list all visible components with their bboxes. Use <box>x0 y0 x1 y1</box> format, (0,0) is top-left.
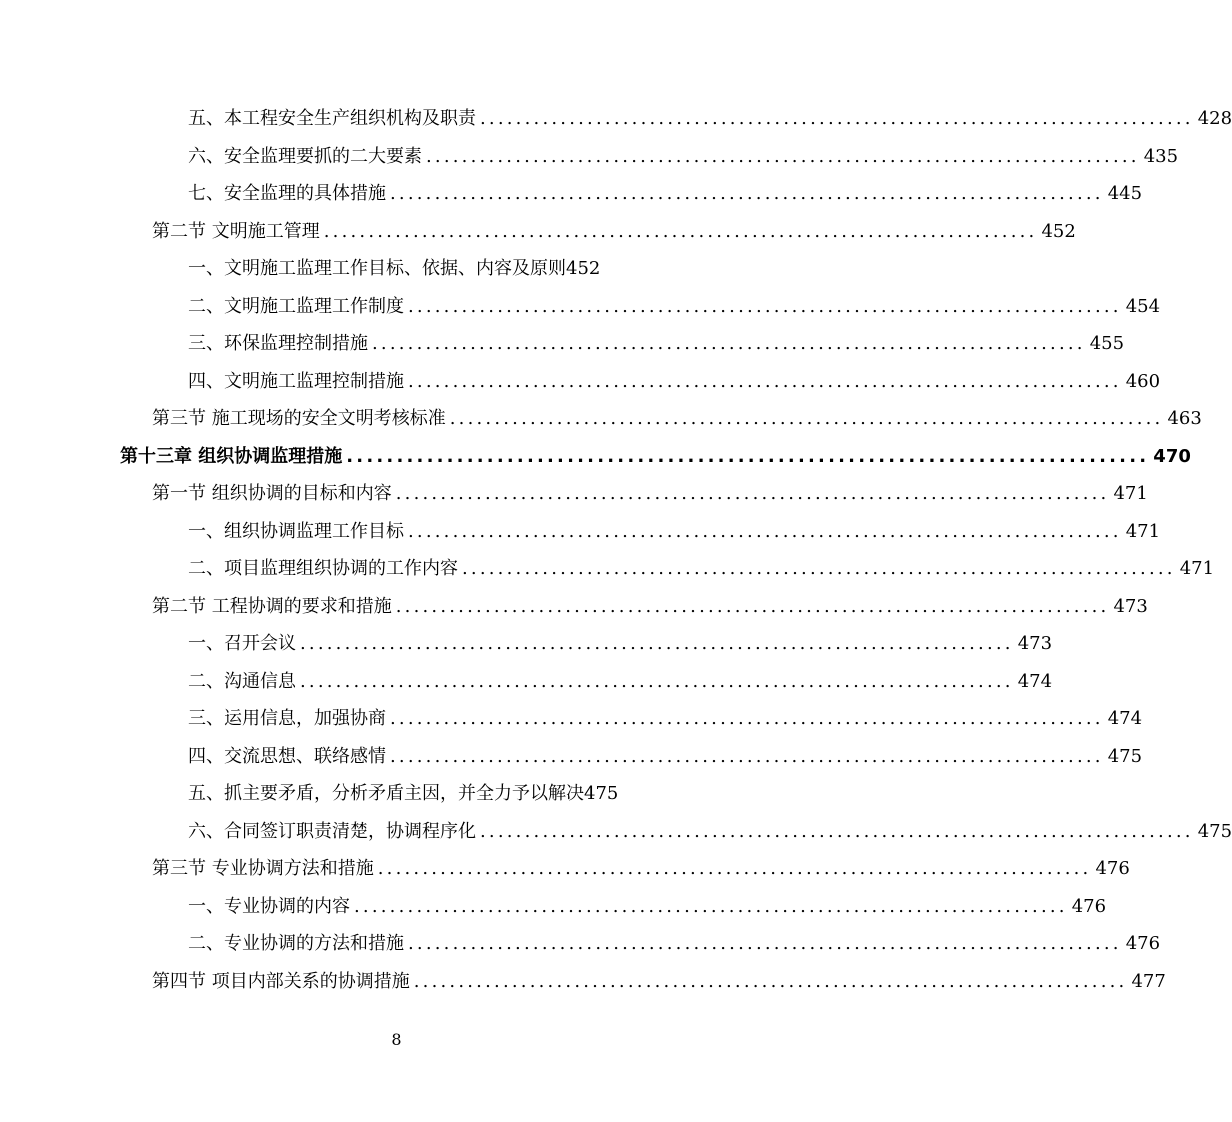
toc-dot-leader: ................................................................................ <box>323 220 1038 242</box>
toc-entry-page: 463 <box>1167 408 1202 429</box>
toc-section-entry[interactable] <box>152 963 1166 1000</box>
toc-entry-label: 六、合同签订职责清楚，协调程序化 <box>188 820 476 842</box>
toc-section-entry[interactable] <box>152 475 1148 512</box>
toc-item-entry[interactable] <box>188 363 1161 400</box>
toc-entry-page: 471 <box>1113 483 1148 504</box>
toc-dot-leader: ................................................................................ <box>395 483 1110 504</box>
toc-entry-label: 五、本工程安全生产组织机构及职责 <box>188 108 476 129</box>
toc-entry-label: 第二节 文明施工管理 <box>152 220 320 242</box>
toc-entry-label: 四、文明施工监理控制措施 <box>188 370 404 392</box>
toc-section-entry[interactable] <box>152 400 1202 437</box>
toc-section-entry[interactable] <box>152 213 1076 250</box>
toc-dot-leader: ................................................................................ <box>408 520 1122 542</box>
toc-dot-leader: ................................................................................ <box>377 858 1092 879</box>
toc-entry-label: 一、专业协调的内容 <box>188 895 350 917</box>
toc-entry-label: 一、组织协调监理工作目标 <box>188 520 404 542</box>
toc-item-entry[interactable] <box>188 888 1107 925</box>
toc-entry-label: 六、安全监理要抓的二大要素 <box>188 145 422 167</box>
toc-entry-label: 第二节 工程协调的要求和措施 <box>152 595 392 617</box>
toc-entry-page: 476 <box>1095 858 1130 879</box>
toc-entry-page: 445 <box>1107 183 1143 204</box>
toc-dot-leader: ................................................................................ <box>395 595 1110 617</box>
toc-entry-page: 454 <box>1125 295 1161 317</box>
toc-item-entry[interactable] <box>188 813 1232 850</box>
toc-entry-label: 四、交流思想、联络感情 <box>188 745 386 767</box>
toc-entry-label: 七、安全监理的具体措施 <box>188 183 386 204</box>
toc-entry-label: 第一节 组织协调的目标和内容 <box>152 483 392 504</box>
toc-dot-leader: ................................................................................ <box>346 445 1150 467</box>
toc-entry-page: 452 <box>566 258 601 279</box>
toc-entry-label: 第十三章 组织协调监理措施 <box>120 445 343 467</box>
toc-item-entry[interactable] <box>188 775 685 812</box>
toc-entry-page: 476 <box>1071 895 1107 917</box>
toc-entry-page: 470 <box>1153 445 1191 467</box>
toc-dot-leader: ................................................................................ <box>390 708 1104 729</box>
toc-dot-leader: ................................................................................ <box>300 633 1014 654</box>
toc-item-entry[interactable] <box>188 325 1125 362</box>
toc-entry-label: 第四节 项目内部关系的协调措施 <box>152 970 410 992</box>
toc-entry-page: 476 <box>1125 933 1161 954</box>
toc-entry-page: 475 <box>1107 745 1143 767</box>
toc-item-entry[interactable] <box>188 175 1143 212</box>
toc-entry-page: 471 <box>1125 520 1161 542</box>
toc-entry-page: 455 <box>1089 333 1125 354</box>
toc-entry-page: 474 <box>1107 708 1143 729</box>
toc-dot-leader: ................................................................................ <box>449 408 1164 429</box>
toc-entry-label: 二、专业协调的方法和措施 <box>188 933 404 954</box>
toc-section-entry[interactable] <box>152 850 1130 887</box>
toc-dot-leader: ................................................................................ <box>480 108 1194 129</box>
toc-entry-label: 二、项目监理组织协调的工作内容 <box>188 558 458 579</box>
toc-entry-page: 477 <box>1131 970 1166 992</box>
toc-entry-label: 一、文明施工监理工作目标、依据、内容及原则 <box>188 258 566 279</box>
toc-item-entry[interactable] <box>188 138 1179 175</box>
toc-chapter-entry[interactable] <box>120 438 1191 475</box>
toc-entry-page: 475 <box>1197 820 1232 842</box>
toc-dot-leader: ................................................................................ <box>390 745 1104 767</box>
toc-entry-page: 474 <box>1017 670 1053 692</box>
toc-item-entry[interactable] <box>188 925 1161 962</box>
toc-entry-label: 五、抓主要矛盾，分析矛盾主因，并全力予以解决 <box>188 783 584 804</box>
toc-section-entry[interactable] <box>152 588 1148 625</box>
toc-item-entry[interactable] <box>188 625 1053 662</box>
toc-entry-label: 三、运用信息，加强协商 <box>188 708 386 729</box>
toc-entry-label: 第三节 专业协调方法和措施 <box>152 858 374 879</box>
toc-entry-label: 一、召开会议 <box>188 633 296 654</box>
toc-entry-label: 二、沟通信息 <box>188 670 296 692</box>
toc-item-entry[interactable] <box>188 663 1053 700</box>
toc-dot-leader: ................................................................................ <box>408 295 1122 317</box>
toc-item-entry[interactable] <box>188 250 672 287</box>
toc-dot-leader: ................................................................................ <box>408 370 1122 392</box>
toc-dot-leader: ................................................................................ <box>390 183 1104 204</box>
toc-dot-leader: ................................................................................ <box>462 558 1176 579</box>
toc-item-entry[interactable] <box>188 738 1143 775</box>
toc-dot-leader: ................................................................................ <box>480 820 1194 842</box>
toc-dot-leader: ................................................................................ <box>426 145 1140 167</box>
toc-entry-page: 475 <box>584 783 619 804</box>
toc-entry-page: 435 <box>1143 145 1179 167</box>
toc-entry-page: 428 <box>1197 108 1232 129</box>
toc-item-entry[interactable] <box>188 100 1232 137</box>
toc-dot-leader: ................................................................................ <box>408 933 1122 954</box>
toc-item-entry[interactable] <box>188 288 1161 325</box>
toc-entry-page: 471 <box>1179 558 1215 579</box>
toc-dot-leader: ................................................................................ <box>300 670 1014 692</box>
toc-entry-label: 第三节 施工现场的安全文明考核标准 <box>152 408 446 429</box>
toc-entry-page: 473 <box>1017 633 1053 654</box>
toc-dot-leader: ................................................................................ <box>372 333 1086 354</box>
toc-dot-leader: ................................................................................ <box>354 895 1068 917</box>
toc-item-entry[interactable] <box>188 550 1215 587</box>
toc-item-entry[interactable] <box>188 700 1143 737</box>
toc-item-entry[interactable] <box>188 513 1161 550</box>
toc-entry-page: 473 <box>1113 595 1148 617</box>
toc-entry-page: 460 <box>1125 370 1161 392</box>
page-number: 8 <box>391 1030 402 1049</box>
toc-entry-label: 二、文明施工监理工作制度 <box>188 295 404 317</box>
toc-dot-leader: ................................................................................ <box>413 970 1128 992</box>
toc-entry-page: 452 <box>1041 220 1076 242</box>
toc-entry-label: 三、环保监理控制措施 <box>188 333 368 354</box>
